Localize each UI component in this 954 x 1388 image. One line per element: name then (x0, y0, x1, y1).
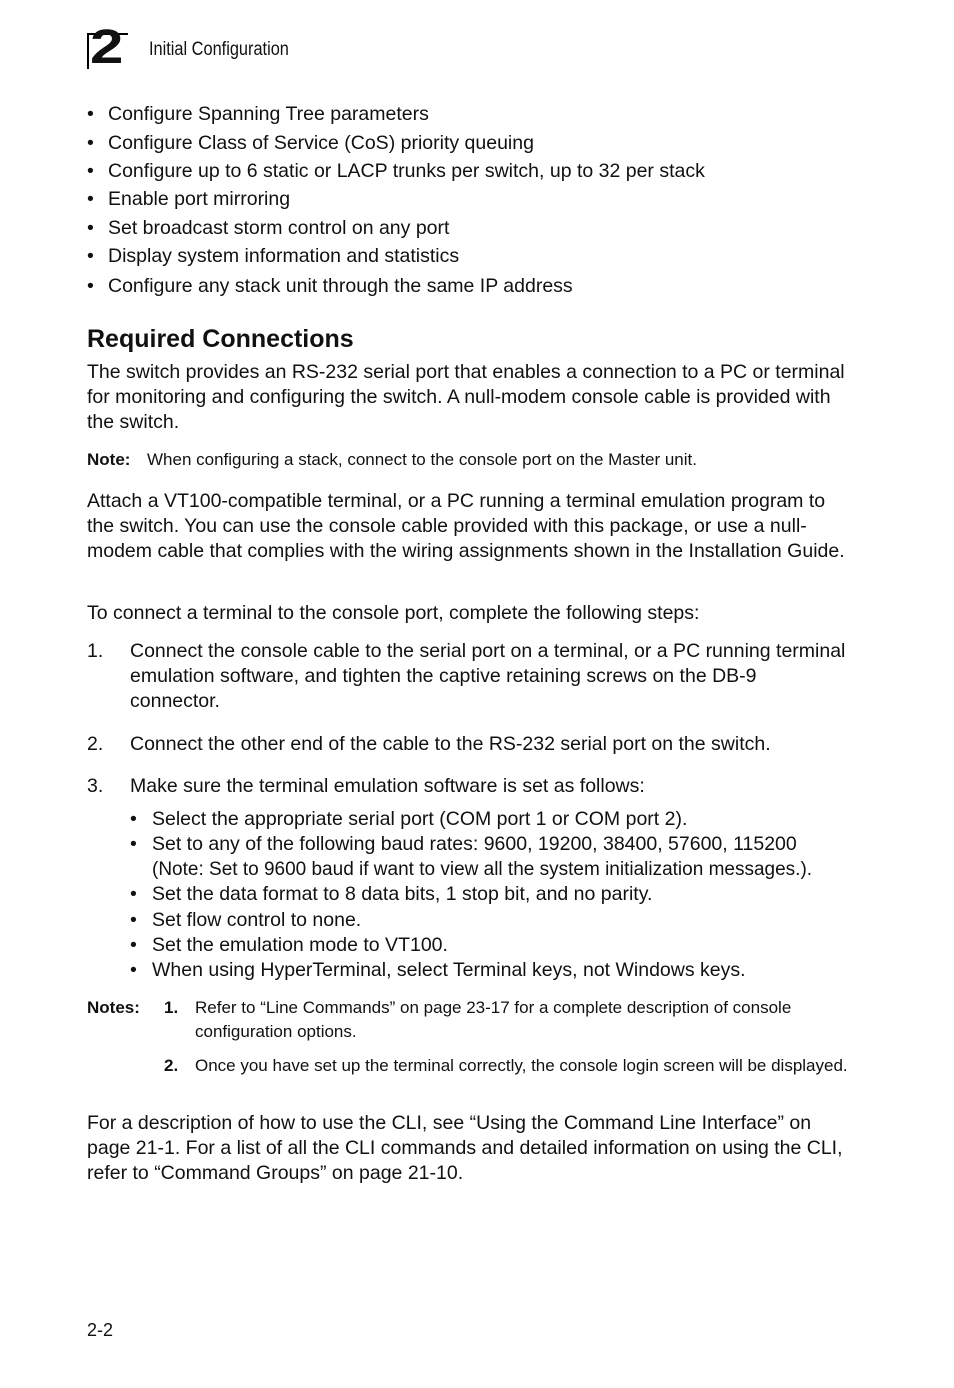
list-item: • Display system information and statistics (87, 245, 460, 267)
step-text: Connect the other end of the cable to the RS-232 serial port on the switch. (130, 733, 771, 755)
notes-label: Notes: (87, 998, 140, 1017)
list-item: • Set broadcast storm control on any port (87, 217, 450, 239)
chapter-title: Initial Configuration (149, 39, 289, 60)
list-item: • Configure any stack unit through the same IP address (87, 275, 573, 297)
note-text: When configuring a stack, connect to the console port on the Master unit. (147, 450, 697, 469)
stack-note (87, 449, 697, 471)
list-item: • Configure up to 6 static or LACP trunks per switch, up to 32 per stack (87, 160, 705, 182)
step-number: 1. (87, 640, 104, 662)
note-item: Refer to “Line Commands” on page 23-17 for a complete description of console configuration options. (195, 998, 792, 1041)
note-label: Note: (87, 450, 131, 469)
page-number: 2-2 (87, 1320, 114, 1340)
step-text: Make sure the terminal emulation software is set as follows: (130, 775, 645, 797)
step-number: 2. (87, 733, 104, 755)
steps-intro: To connect a terminal to the console port, complete the following steps: (87, 602, 700, 624)
note-number: 1. (164, 998, 179, 1017)
attach-paragraph: Attach a VT100-compatible terminal, or a PC running a terminal emulation program to the switch. You can use the console cable provided with this package, or use a null-modem cable that complies with the wiring assignments shown in the Installation Guide. (87, 490, 845, 562)
note-item: Once you have set up the terminal correctly, the console login screen will be displayed. (195, 1056, 848, 1075)
step-number: 3. (87, 775, 104, 797)
note-number: 2. (164, 1056, 179, 1075)
list-item: • Configure Class of Service (CoS) priority queuing (87, 132, 534, 154)
list-item: • Configure Spanning Tree parameters (87, 103, 429, 125)
list-item: • Enable port mirroring (87, 188, 291, 210)
closing-paragraph: For a description of how to use the CLI, see “Using the Command Line Interface” on page 21-1. For a list of all the CLI commands and detailed information on using the CLI, refer to “Command Groups” on page 21-10. (87, 1112, 843, 1184)
intro-paragraph: The switch provides an RS-232 serial port that enables a connection to a PC or terminal for monitoring and configuring the switch. A null-modem console cable is provided with the switch. (87, 361, 845, 433)
section-title: Required Connections (87, 325, 354, 353)
chapter-number: 2 (90, 21, 123, 74)
step-text: Connect the console cable to the serial port on a terminal, or a PC running terminal emulation software, and tighten the captive retaining screws on the DB-9 connector. (130, 640, 846, 712)
